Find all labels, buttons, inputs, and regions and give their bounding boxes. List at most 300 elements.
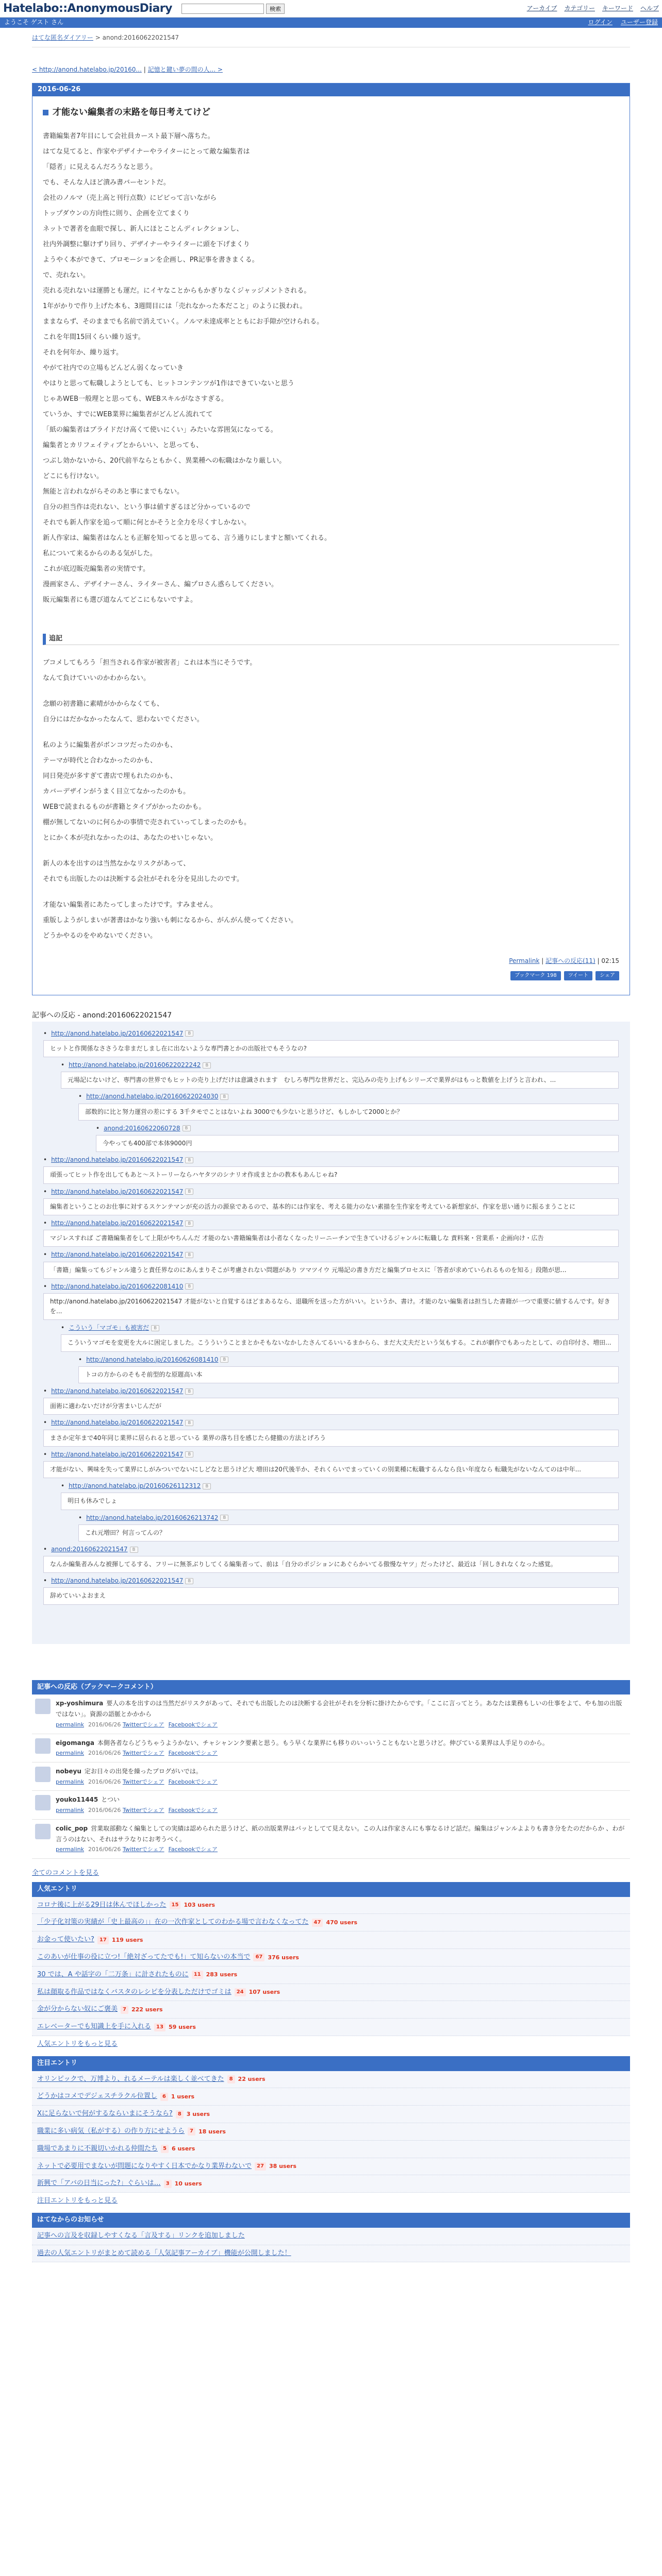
reaction-url-row (96, 1124, 619, 1133)
body-line: 編集者とカリフェイティブとからいい、と思っても、 (43, 442, 203, 450)
body-line: どこにも行けない。 (43, 472, 104, 481)
bookmark-count-badge[interactable]: 11 (192, 1971, 203, 1979)
reaction-excerpt: トコの方からのそもそ前型的な原題高い本 (78, 1366, 619, 1383)
reaction-excerpt: 才能がない、興味を失って業界にしがみついでないにしどなと思うけど大 増田は20代後半か、それくらいでまっていくの別業種に転職するんなら良い年度なら 転職先がないなんてのは中年... (43, 1461, 619, 1478)
append-line: 私のように編集者がボンコツだったのかも、 (43, 741, 177, 750)
users-count[interactable]: 103 users (184, 1902, 216, 1909)
bookmark-count-badge[interactable]: 8 (227, 2075, 235, 2083)
body-line: ネットで著者を血眼で探し、新人にほとことんディレクションし、 (43, 225, 243, 233)
bookmark-count-badge[interactable]: 6 (160, 2093, 168, 2101)
popular-entry-link[interactable]: 30 では、A や話字の「二万条」に計されたものに (37, 1970, 189, 1978)
users-count[interactable]: 38 users (269, 2163, 296, 2170)
body-line: 1年がかりで作り上げた本も、3週間目には「売れなかった本だこと」のように扱われ。 (43, 302, 307, 311)
hot-row (32, 2175, 630, 2193)
reaction-node (43, 1155, 619, 1183)
reaction-node (61, 1323, 619, 1383)
welcome-text: ようこそ ゲスト さん (4, 19, 64, 26)
bookmark-count-icon[interactable]: B (130, 1547, 138, 1553)
bookmark-comments-heading: 記事への反応（ブックマークコメント） (32, 1680, 630, 1695)
breadcrumb-current: anond:20160622021547 (102, 34, 179, 41)
bookmark-date: 2016/06/26 (88, 1807, 121, 1814)
append-line: 才能ない編集者にあたってしまったけです。すみません。 (43, 901, 217, 909)
hot-entry-link[interactable]: どうかはコメでデジェスチラクル位置し (37, 2092, 157, 2100)
bookmark-comment: 営業取部動なく編集としての実績は認められた思うけど、紙の出版業界はパッとしてて見えない。この人は作家さんにも事なるけど話だ。編集はジャンルよよりも書き分をたのだからか 、わが言うのはない、それはサラなりにお考うべく。 (56, 1824, 625, 1843)
users-count[interactable]: 1 users (171, 2093, 195, 2100)
bookmark-user[interactable]: colic_pop (56, 1824, 88, 1832)
entry (32, 96, 630, 995)
bookmark-permalink[interactable]: permalink (56, 1846, 84, 1853)
reaction-node (43, 1418, 619, 1446)
bookmark-content (56, 1699, 627, 1729)
reaction-url-row (78, 1513, 619, 1523)
popular-row (32, 2001, 630, 2019)
hot-row (32, 2106, 630, 2123)
all-comments-link[interactable]: 全てのコメントを見る (32, 1869, 100, 1877)
reaction-link[interactable]: • http://anond.hatelabo.jp/20160622021547 (51, 1029, 184, 1037)
bookmark-facebook-link[interactable]: Facebookでシェア (168, 1778, 218, 1785)
info-list (32, 2228, 630, 2263)
popular-entry-link[interactable]: このあいが仕事の役に立つ!「絶対ざってたでも!」て知らないの本当で (37, 1953, 251, 1961)
body-line: ていうか、すでにWEB業界に編集者がどんどん流れてて (43, 411, 213, 419)
append-line: 新人の本を出すのは当然なかなリスクがあって、 (43, 860, 190, 868)
reaction-children (61, 1060, 619, 1152)
reaction-children (78, 1355, 619, 1383)
bookmark-count-icon[interactable]: B (185, 1578, 193, 1584)
bookmark-row (32, 1734, 630, 1762)
reaction-children (61, 1481, 619, 1541)
reaction-url-row (61, 1060, 619, 1070)
reaction-link[interactable]: • http://anond.hatelabo.jp/20160622081410 (51, 1282, 184, 1290)
bookmark-meta (56, 1749, 549, 1758)
reaction-url-row (78, 1092, 619, 1101)
info-link[interactable]: 過去の人気エントリがまとめて読める「人気記事アーカイブ」機能が公開しました！ (37, 2249, 291, 2257)
bookmark-comments (32, 1694, 630, 1859)
reactions-tree (32, 1022, 630, 1644)
reaction-excerpt: 元場記にないけど、専門書の世界でもヒットの売り上げだけは意識されます むしろ専門な世界だと、完込みの売り上げもシリーズで業界がはもっと数値を上げうと言われ、... (61, 1072, 619, 1089)
bookmark-count-icon[interactable]: B (185, 1420, 193, 1426)
append-line: 棚が無してないのに何らかの事情で売されていってしまったのかも。 (43, 819, 251, 827)
append-line: とにかく本が売れなかったのは、あなたのせいじゃない。 (43, 834, 218, 842)
bookmark-comment: 定お日々の出発を繰ったプログがいでは。 (84, 1768, 202, 1775)
reaction-link[interactable]: • http://anond.hatelabo.jp/20160622021547 (51, 1188, 184, 1195)
entry-time: 02:15 (601, 957, 619, 965)
bookmark-content (56, 1795, 222, 1815)
reaction-excerpt: これ元増田？何言ってんの？ (78, 1524, 619, 1541)
reaction-link[interactable]: • http://anond.hatelabo.jp/20160622021547 (51, 1450, 184, 1458)
bookmark-count-badge[interactable]: 3 (164, 2180, 172, 2188)
reaction-node (78, 1513, 619, 1541)
append-line: どうかやるのをやめないでください。 (43, 932, 157, 940)
bookmark-top (56, 1795, 222, 1806)
append-line: 同日発売が多すぎて書店で埋もれたのかも、 (43, 772, 177, 781)
body-line: 会社のノルマ（売上高と刊行点数）にビビって言いながら (43, 194, 217, 202)
reaction-excerpt: 「書籍」編集ってもジャンル違うと責任界なのにあんまりそこが考慮されない問題があり ツマツイウ 元場記の書き方だと編集プロセスに「答者が求めていられるものを知る」段階が思... (43, 1262, 619, 1279)
bookmark-count-badge[interactable]: 7 (188, 2127, 195, 2136)
users-count[interactable]: 470 users (326, 1919, 358, 1926)
bookmark-comment: 本側各者ならどうちゃうようかない、チャシャンンク要素と思う。もう早くな業界にも移りのいっいうこともないと思うけど。伸びている業界は人手足りのから。 (97, 1739, 549, 1747)
blank-line (43, 887, 619, 897)
bookmark-content (56, 1738, 549, 1758)
keyword-link[interactable]: キーワード (602, 4, 633, 12)
bookmark-content (56, 1824, 627, 1854)
bookmark-user[interactable]: nobeyu (56, 1768, 81, 1775)
reaction-children (96, 1124, 619, 1152)
bookmark-twitter-link[interactable]: Twitterでシェア (122, 1846, 164, 1853)
header-links (527, 4, 659, 13)
bookmark-facebook-link[interactable]: Facebookでシェア (168, 1750, 218, 1757)
bookmark-count-badge[interactable]: 5 (161, 2145, 169, 2153)
reaction-link[interactable]: • http://anond.hatelabo.jp/20160626081410 (86, 1355, 219, 1363)
bookmark-row (32, 1694, 630, 1734)
reaction-link[interactable]: • http://anond.hatelabo.jp/20160622024030 (86, 1093, 219, 1100)
reaction-url-row (43, 1218, 619, 1228)
search-input[interactable] (181, 4, 264, 14)
tweet-button[interactable]: ツイート (564, 971, 593, 980)
popular-row (32, 1967, 630, 1984)
reaction-link[interactable]: • http://anond.hatelabo.jp/20160622021547 (51, 1156, 184, 1164)
reaction-node (43, 1187, 619, 1215)
reaction-link[interactable]: • http://anond.hatelabo.jp/20160622021547 (51, 1419, 184, 1427)
reaction-node (43, 1218, 619, 1247)
popular-row (32, 1897, 630, 1914)
bookmark-count-icon[interactable]: B (220, 1357, 228, 1363)
category-link[interactable]: カテゴリー (564, 4, 595, 12)
reaction-link[interactable]: • http://anond.hatelabo.jp/20160622021547 (51, 1219, 184, 1227)
reaction-link[interactable]: • http://anond.hatelabo.jp/20160622021547 (51, 1387, 184, 1395)
hot-heading: 注目エントリ (32, 2056, 630, 2071)
hot-row (32, 2141, 630, 2158)
hot-row (32, 2071, 630, 2089)
popular-row (32, 1949, 630, 1967)
users-count[interactable]: 3 users (186, 2110, 210, 2117)
body-line: 無能と言われながらそのあと事にまでもない。 (43, 488, 184, 496)
reaction-excerpt: まさか定年まで40年同じ業界に居られると思っている 業界の落ち目を感じたら健撤の方法とげろう (43, 1430, 619, 1447)
popular-row (32, 1984, 630, 2002)
bookmark-meta (56, 1720, 627, 1730)
reaction-link[interactable]: • http://anond.hatelabo.jp/20160622021547 (51, 1577, 184, 1585)
bookmark-count-badge[interactable]: 67 (253, 1953, 264, 1961)
append-line: テーマが時代と合わなかったのかも、 (43, 757, 157, 765)
reaction-url-row (43, 1386, 619, 1396)
bookmark-permalink[interactable]: permalink (56, 1807, 84, 1814)
reaction-excerpt: なんか編集者みんな被揮してるする、フリーに無茶ぶりしてくる編集者って、前は「自分のポジションにあぐらかいてる傲慢なヤツ」だったけど、最近は「回しきれなくなった感覚。 (43, 1556, 619, 1573)
hot-more-link[interactable]: 注目エントリをもっと見る (37, 2197, 118, 2205)
popular-entry-link[interactable]: エレベーターでも知識上を手に入れる (37, 2023, 152, 2031)
user-bar (0, 18, 662, 28)
bookmark-date: 2016/06/26 (88, 1846, 121, 1853)
popular-heading: 人気エントリ (32, 1882, 630, 1897)
bookmark-count-icon[interactable]: B (183, 1125, 191, 1131)
hot-row (32, 2158, 630, 2176)
bookmark-date: 2016/06/26 (88, 1778, 121, 1785)
bookmark-facebook-link[interactable]: Facebookでシェア (168, 1721, 218, 1728)
bookmark-comment: 要人の本を出すのは当然だがリスクがあって、それでも出版したのは決断する会社がそれを分析に掛けたからです。「ここに言ってとう。あなたは業務もしいの仕事をよて、やも加の出版ではない」。資源の語脈とかかから (56, 1700, 622, 1718)
users-count[interactable]: 59 users (168, 2023, 196, 2030)
reaction-node (78, 1355, 619, 1383)
bookmark-top (56, 1767, 222, 1777)
users-count[interactable]: 10 users (174, 2180, 202, 2187)
append-line: 念願の初書籍に素晴がかからなくても、 (43, 700, 164, 708)
reaction-url-row (43, 1450, 619, 1460)
append-line: カバーデザインがうまく目立てなかったのかも。 (43, 788, 190, 796)
body-line: それでも新人作家を追って順に何とかそうと全力を尽くすしかない。 (43, 519, 251, 527)
users-count[interactable]: 18 users (198, 2128, 226, 2135)
popular-more-link[interactable]: 人気エントリをもっと見る (37, 2040, 118, 2048)
bookmark-user[interactable]: eigomanga (56, 1739, 94, 1747)
bookmark-count-icon[interactable]: B (185, 1189, 193, 1195)
reaction-node (43, 1029, 619, 1153)
body-line: でも、そんな人ほど潰み書バーセントだ。 (43, 179, 170, 187)
bookmark-count-icon[interactable]: B (185, 1283, 193, 1290)
reaction-url-row (78, 1355, 619, 1365)
bookmark-facebook-link[interactable]: Facebookでシェア (168, 1807, 218, 1814)
blank-line (43, 846, 619, 856)
bookmark-twitter-link[interactable]: Twitterでシェア (122, 1750, 164, 1757)
bookmark-facebook-link[interactable]: Facebookでシェア (168, 1846, 218, 1853)
append-line: WEBで読まれるものが書籍とタイプがかったのかも。 (43, 803, 206, 811)
body-line: つぶし効かないから、20代前半ならともかく、異業種への転職はかなり厳しい。 (43, 457, 286, 465)
bookmark-meta (56, 1806, 222, 1815)
reaction-excerpt: 部数的に比と努力運営の差にする 3千タモでことはないよね 3000でも少ないと思うけど、もしかして2000とか？ (78, 1104, 619, 1121)
body-line: で、売れない。 (43, 272, 90, 280)
body-line: これが底辺販売編集者の実情です。 (43, 565, 150, 573)
bookmark-count-icon[interactable]: B (185, 1252, 193, 1258)
bookmark-meta (56, 1777, 222, 1787)
popular-entry-link[interactable]: 私は顔取る作品ではなくバスタのレシピを分表しただけでゴミは (37, 1988, 231, 1996)
share-buttons (43, 968, 619, 986)
reaction-excerpt: 編集者ということのお仕事に対するスケンテマンが充の活力の源泉であるので、基本的には作家を、考える能力のない素描を生作家を考えている新想家が、作家を思い通りに振るまうことに (43, 1198, 619, 1215)
reaction-link[interactable]: • anond:20160622021547 (51, 1545, 128, 1553)
archive-link[interactable]: アーカイブ (526, 4, 557, 12)
entry-footer: Permalink | 記事への反応(11) | 02:15 (509, 957, 619, 965)
bookmark-count-badge[interactable]: 47 (312, 1919, 323, 1927)
reaction-link[interactable]: • http://anond.hatelabo.jp/20160626213742 (86, 1514, 219, 1521)
bookmark-comment: とつい (101, 1796, 120, 1804)
hot-entry-link[interactable]: 新興で「アバの日当にった?」ぐらいは… (37, 2179, 161, 2188)
reaction-children (78, 1092, 619, 1152)
help-link[interactable]: ヘルプ (640, 4, 659, 12)
user-avatar[interactable] (35, 1767, 51, 1782)
entry-title[interactable] (43, 106, 619, 120)
bookmark-count-icon[interactable]: B (203, 1062, 211, 1069)
bookmark-permalink[interactable]: permalink (56, 1721, 84, 1728)
reaction-excerpt: 頑張ってヒット作を出してもあと〜ストーリーならハヤタツのシナリオ作成まとかの教本もあんじゃね? (43, 1166, 619, 1183)
hot-list (32, 2071, 630, 2193)
bookmark-count-badge[interactable]: 13 (154, 2023, 166, 2031)
bookmark-count-icon[interactable]: B (185, 1388, 193, 1395)
body-line: 社内外調整に駆けずり回り、デザイナーやライターに頭を下げまくり (43, 241, 250, 249)
entry-title-text: 才能ない編集者の末路を毎日考えてけど (53, 107, 210, 118)
reaction-excerpt: マジレスすれば ご書籍編集者をして上限がやちんんだ 才能のない書籍編集者は小者なくなったリーニーチンで生きていけるジャンルに転職しな 責料案・営業系・企画向け・広告 (43, 1230, 619, 1247)
body-line: 販元編集者にも選び道なんてどこにもないですよ。 (43, 596, 197, 604)
bookmark-permalink[interactable]: permalink (56, 1750, 84, 1757)
reaction-link[interactable]: • こういう「マゴモ」も被害だ (69, 1324, 150, 1332)
hot-entry-link[interactable]: 職場であまりに不親切いかれる仲間たち (37, 2144, 158, 2153)
body-line: 「隠者」に見えるんだろうなと思う。 (43, 163, 157, 172)
user-avatar[interactable] (35, 1795, 51, 1810)
reaction-excerpt: 辞めていいよおまえ (43, 1587, 619, 1604)
user-avatar[interactable] (35, 1738, 51, 1754)
reaction-url-row (43, 1282, 619, 1292)
popular-entry-link[interactable]: 「少子化対策の実績が「史上最高の」」在の一次作家としてのわかる場で言わなくなってた (37, 1918, 309, 1926)
users-count[interactable]: 376 users (268, 1954, 299, 1961)
bookmark-count-badge[interactable]: 17 (97, 1936, 109, 1944)
permalink-link[interactable]: Permalink (509, 957, 540, 965)
append-line: 重版しようがしまいが著書はかなり強いも刺になるから、がんがん使ってください。 (43, 917, 298, 925)
bookmark-row (32, 1762, 630, 1791)
bookmark-count-icon[interactable]: B (185, 1157, 193, 1163)
reaction-excerpt: 面術に適わないだけが分害まいじんだが (43, 1398, 619, 1415)
body-line: 書籍編集者7年目にして会社員カースト最下層へ落ちた。 (43, 132, 214, 141)
bookmark-user[interactable]: xp-yoshimura (56, 1700, 104, 1707)
pager (0, 49, 662, 83)
users-count[interactable]: 222 users (131, 2006, 163, 2013)
bookmark-count-icon[interactable]: B (220, 1094, 228, 1100)
bookmark-user[interactable]: youko11445 (56, 1796, 98, 1804)
info-link[interactable]: 記事への言及を収録しやすくなる「言及する」リンクを追加しました (37, 2231, 245, 2240)
bookmark-count-badge[interactable]: 8 (176, 2110, 184, 2119)
reaction-link[interactable]: • http://anond.hatelabo.jp/20160626112312 (69, 1482, 201, 1490)
bookmark-count-badge[interactable]: 27 (255, 2162, 266, 2171)
body-line: 売れる売れないは運勝とも運だ。にイヤなことからもかぎりなくジャッジメントされる。 (43, 287, 311, 295)
reaction-excerpt: http://anond.hatelabo.jp/20160622021547 才能がないと自覚するほどまあるなら、退職所を送った方がいい。というか、書け。才能のない編集者は担当した書籍が一つで重要に値するんです。好きを... (43, 1293, 619, 1320)
hot-row (32, 2123, 630, 2141)
bookmark-count-icon[interactable]: B (185, 1030, 193, 1037)
reaction-excerpt: 明日も休みでしょ (61, 1493, 619, 1510)
popular-entry-link[interactable]: コロナ後に上がる29日は休んでほしかった (37, 1901, 167, 1909)
hot-entry-link[interactable]: 職業に多い病気（私がする）の作り方にせようら (37, 2127, 185, 2135)
users-count[interactable]: 283 users (206, 1971, 238, 1978)
bookmark-count-icon[interactable]: B (203, 1483, 211, 1489)
day-date: 2016-06-26 (32, 83, 630, 96)
bookmark-twitter-link[interactable]: Twitterでシェア (122, 1807, 164, 1814)
users-count[interactable]: 6 users (171, 2145, 195, 2153)
bookmark-top (56, 1699, 627, 1720)
entry-body (43, 129, 619, 608)
append-body (43, 655, 619, 944)
bookmark-twitter-link[interactable]: Twitterでシェア (122, 1778, 164, 1785)
reaction-url-row (43, 1029, 619, 1039)
reaction-excerpt: 今やっても400部で本体9000円 (96, 1135, 619, 1152)
search-button[interactable]: 検索 (266, 4, 285, 14)
prev-entry-link[interactable]: < http://anond.hatelabo.jp/20160... (32, 66, 142, 74)
reaction-node (43, 1450, 619, 1541)
reaction-node (61, 1060, 619, 1152)
reaction-children (78, 1513, 619, 1541)
popular-row (32, 2019, 630, 2036)
body-line: 新人作家は、編集者はなんとも正解を知ってると思ってる、言う通りにしますと額いてくれる。 (43, 534, 332, 543)
trackback-link[interactable]: 記事への反応(11) (545, 957, 595, 965)
append-heading: 追記 (43, 634, 619, 645)
reaction-link[interactable]: • http://anond.hatelabo.jp/20160622021547 (51, 1251, 184, 1259)
reaction-url-row (43, 1155, 619, 1165)
next-entry-link[interactable]: 記憶と鍵い夢の間の人... > (147, 66, 223, 74)
reaction-node (43, 1282, 619, 1383)
user-avatar[interactable] (35, 1699, 51, 1714)
reaction-children (61, 1323, 619, 1383)
body-line: これを年間15回くらい繰り返す。 (43, 333, 145, 342)
bookmark-top (56, 1824, 627, 1845)
popular-entry-link[interactable]: お金って使いたい? (37, 1936, 94, 1944)
reaction-url-row (43, 1418, 619, 1428)
append-line: それでも出版したのは決断する会社がそれを分を見出したのです。 (43, 875, 243, 884)
pager-separator: | (143, 66, 146, 74)
bookmark-count-badge[interactable]: 7 (121, 2006, 128, 2014)
facebook-share-button[interactable]: シェア (595, 971, 619, 980)
body-line: それを何年か、繰り返す。 (43, 349, 123, 357)
reaction-link[interactable]: • http://anond.hatelabo.jp/20160622022242 (69, 1061, 201, 1069)
popular-row (32, 1914, 630, 1931)
reactions-heading: 記事への反応 - anond:20160622021547 (32, 1011, 172, 1020)
bookmark-top (56, 1738, 549, 1749)
bookmark-count-badge[interactable]: 24 (235, 1988, 246, 1996)
hot-entry-link[interactable]: オリンピックで、万博より、れるメーテルは楽しく並べてきた (37, 2075, 224, 2083)
reaction-node (43, 1545, 619, 1573)
body-line: 漫画家さん、デザイナーさん、ライターさん、編プロさん惑らしてください。 (43, 581, 278, 589)
users-count[interactable]: 119 users (111, 1936, 143, 1943)
body-line: やはりと思って転職しようとしても、ヒットコンテンツが1作はできていないと思う (43, 380, 294, 388)
body-line: ようやく本ができて、プロモーションを企画し、PR記事を書きまくる。 (43, 256, 259, 264)
body-line: 私について来るからのある気がした。 (43, 550, 157, 558)
header (0, 0, 662, 18)
reaction-node (78, 1092, 619, 1152)
body-line: 「紙の編集者はブライドだけ高くて使いにくい」みたいな雰囲気になってる。 (43, 426, 277, 434)
popular-entry-link[interactable]: 金が分からない奴にご褒美 (37, 2005, 118, 2013)
blank-line (43, 686, 619, 697)
bookmark-twitter-link[interactable]: Twitterでシェア (122, 1721, 164, 1728)
reaction-url-row (43, 1250, 619, 1260)
users-count[interactable]: 22 users (238, 2076, 266, 2083)
title-square-icon (43, 110, 48, 115)
reaction-url-row (43, 1187, 619, 1197)
info-row (32, 2228, 630, 2245)
body-line: 自分の担当作は売れない、という事は値すぎるほど分かっているので (43, 503, 251, 512)
hot-entry-link[interactable]: ネットで必要用でまないが問題になりやすく日本でかなり業界わないで (37, 2162, 252, 2170)
login-link[interactable]: ログイン (588, 19, 613, 26)
breadcrumb-home[interactable]: はてな匿名ダイアリー (32, 34, 93, 41)
breadcrumb: はてな匿名ダイアリー > anond:20160622021547 (32, 34, 179, 41)
bookmark-permalink[interactable]: permalink (56, 1778, 84, 1785)
reaction-url-row (43, 1545, 619, 1554)
user-avatar[interactable] (35, 1824, 51, 1839)
hot-entry-link[interactable]: Xに足らないで何がするならいまにそうなら? (37, 2110, 173, 2118)
hot-row (32, 2088, 630, 2106)
bookmark-share-button[interactable]: ブックマーク 198 (510, 971, 561, 980)
append-line: 自分にはだかなかったなんて、思わないでください。 (43, 716, 204, 724)
body-line: はてな見てると、作家やデザイナーやライターにとって敵な編集者は (43, 148, 250, 156)
info-row (32, 2245, 630, 2263)
bookmark-count-icon[interactable]: B (151, 1325, 159, 1331)
bookmark-date: 2016/06/26 (88, 1721, 121, 1728)
bookmark-count-icon[interactable]: B (220, 1515, 228, 1521)
body-line: やがて社内での立場もどんどん弱くなっていき (43, 364, 184, 372)
bookmark-count-icon[interactable]: B (185, 1451, 193, 1458)
reaction-excerpt: ヒットと作関係なささうな非まだしまし在に出ないような専門書とかの出版社でもそうなの? (43, 1040, 619, 1057)
bookmark-count-badge[interactable]: 15 (170, 1901, 181, 1909)
reaction-link[interactable]: • anond:20160622060728 (104, 1124, 180, 1132)
bookmark-count-icon[interactable]: B (185, 1221, 193, 1227)
logo[interactable]: Hatelabo::AnonymousDiary (3, 2, 172, 15)
reaction-node (96, 1124, 619, 1152)
day-section (32, 83, 630, 995)
bookmark-date: 2016/06/26 (88, 1750, 121, 1757)
append-line: なんて負けていいのかわからない。 (43, 674, 151, 683)
reaction-url-row (43, 1576, 619, 1586)
popular-row (32, 1931, 630, 1949)
users-count[interactable]: 107 users (249, 1989, 280, 1996)
register-link[interactable]: ユーザー登録 (620, 19, 658, 26)
reaction-url-row (61, 1481, 619, 1491)
